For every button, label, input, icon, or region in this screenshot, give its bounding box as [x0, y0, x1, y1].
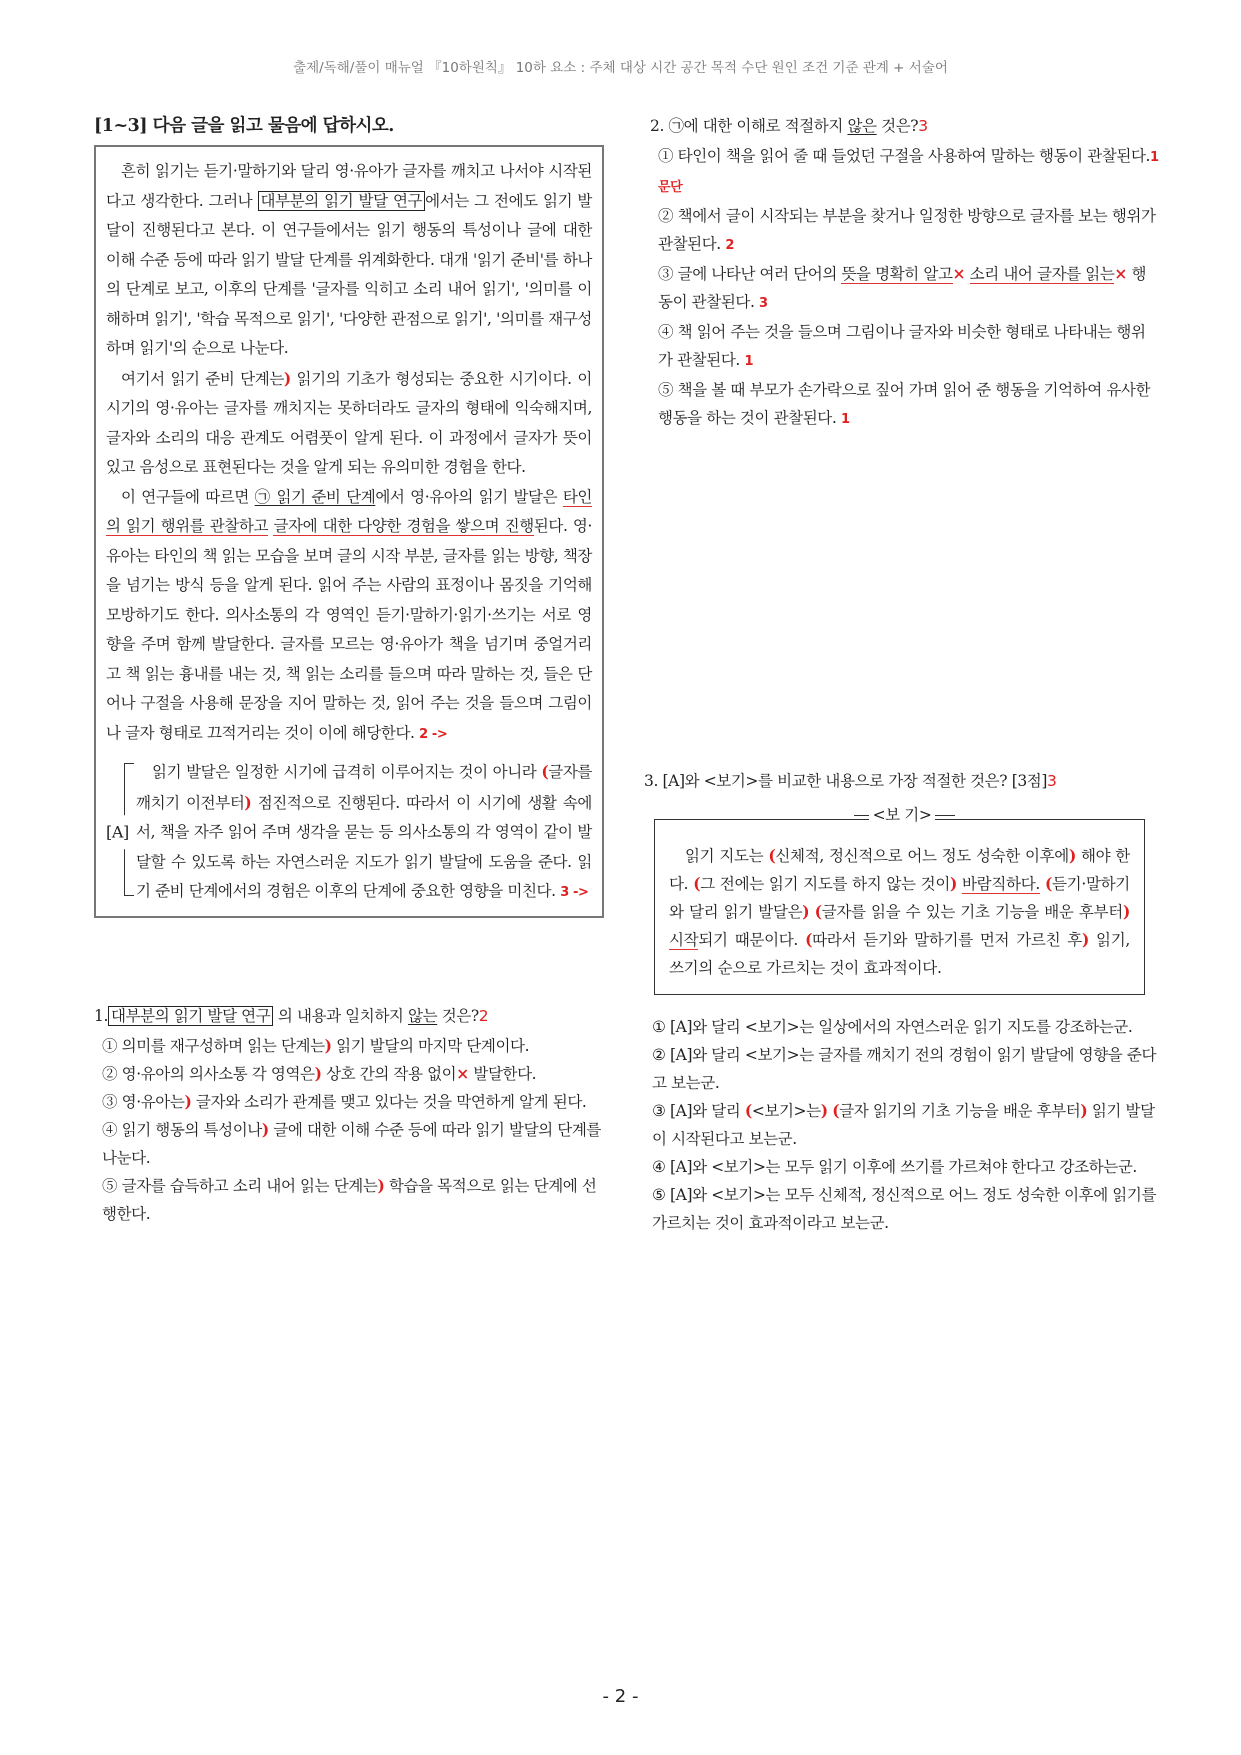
handwritten-note: 2 [725, 238, 735, 253]
question-1 [94, 1002, 604, 1228]
passage-paragraph-1: 흔히 읽기는 듣기·말하기와 달리 영·유아가 글자를 깨치고 나서야 시작된다고 생각한다. 그러나 대부분의 읽기 발달 연구 에서는 그 전에도 읽기 발달이 진행된다고 본다. 이 연구들에서는 읽기 행동의 특성이나 글에 대한 이해 수준 등에 따라 읽기 발달 단계를 위계화한다. 대개 '읽기 준비'를 하나의 단계로 보고, 이후의 단계를 '글자를 익히고 소리 내어 읽기', '의미를 이해하며 읽기', '학습 목적으로 읽기', '다양한 관점으로 읽기', '의미를 재구성하며 읽기'의 순으로 나눈다. [106, 162, 593, 357]
q3-option-4[interactable]: ④ [A]와 <보기>는 모두 읽기 이후에 쓰기를 가르쳐야 한다고 강조하는군. [652, 1158, 1137, 1176]
q1-option-5[interactable]: ⑤ 글자를 습득하고 소리 내어 읽는 단계는) 학습을 목적으로 읽는 단계에 선행한다. [102, 1175, 597, 1223]
answer-mark: 2 [478, 1006, 489, 1025]
bracket-a-block [106, 757, 592, 908]
boxed-phrase: 대부분의 읽기 발달 연구 [258, 191, 426, 211]
q2-option-3[interactable]: ③ 글에 나타난 여러 단어의 뜻을 명확히 알고× 소리 내어 글자를 읽는× 행동이 관찰된다. 3 [658, 264, 1147, 311]
handwritten-note: 3 [759, 296, 768, 311]
q1-option-2[interactable]: ② 영·유아의 의사소통 각 영역은) 상호 간의 작용 없이× 발달한다. [102, 1063, 537, 1083]
handwritten-note: 1문단 [658, 150, 1159, 195]
question-2 [650, 112, 1160, 434]
q1-option-1[interactable]: ① 의미를 재구성하며 읽는 단계는) 읽기 발달의 마지막 단계이다. [102, 1035, 530, 1055]
q2-option-2[interactable]: ② 책에서 글이 시작되는 부분을 찾거나 일정한 방향으로 글자를 보는 행위가 관찰된다. 2 [658, 207, 1156, 253]
handwritten-note: 3 -> [560, 885, 589, 900]
section-title: [1~3] 다음 글을 읽고 물음에 답하시오. [94, 116, 394, 136]
highlight-underline: 글자에 대한 다양한 경험을 쌓으며 진행 [273, 517, 534, 535]
question-3-stem: 3. [A]와 <보기>를 비교한 내용으로 가장 적절한 것은? [3점]3 [644, 772, 1057, 790]
q3-option-5[interactable]: ⑤ [A]와 <보기>는 모두 신체적, 정신적으로 어느 정도 성숙한 이후에 읽기를 가르치는 것이 효과적이라고 보는군. [652, 1186, 1157, 1232]
handwritten-note: 2 -> [419, 726, 448, 742]
q2-option-4[interactable]: ④ 책 읽어 주는 것을 들으며 그림이나 글자와 비슷한 형태로 나타내는 행위가 관찰된다. 1 [658, 323, 1146, 369]
q1-option-3[interactable]: ③ 영·유아는) 글자와 소리가 관계를 맺고 있다는 것을 막연하게 알게 된다. [102, 1091, 587, 1111]
handwritten-note: 1 [744, 354, 754, 369]
question-1-stem: 1. 대부분의 읽기 발달 연구 의 내용과 일치하지 않는 것은?2 [94, 1006, 489, 1025]
page-header: 출제/독해/풀이 매뉴얼 『10하원칙』 10하 요소 : 주체 대상 시간 공간 목적 수단 원인 조건 기준 관계 + 서술어 [293, 60, 948, 76]
bracket-a-text: 읽기 발달은 일정한 시기에 급격히 이루어지는 것이 아니라 (글자를 깨치기 이전부터) 점진적으로 진행된다. 따라서 이 시기에 생활 속에서, 책을 자주 읽어 주며 생각을 묻는 등 의사소통의 각 영역이 같이 발달할 수 있도록 하는 자연스러운 지도가 읽기 발달에 도움을 준다. 읽기 준비 단계에서의 경험은 이후의 단계에 중요한 영향을 미친다. 3 -> [136, 762, 592, 900]
question-3 [644, 767, 1160, 1237]
underlined-phrase: ㉠ 읽기 준비 단계 [254, 487, 376, 506]
bogi-box: 읽기 지도는 (신체적, 정신적으로 어느 정도 성숙한 이후에) 해야 한다. (그 전에는 읽기 지도를 하지 않는 것이) 바람직하다. (듣기·말하기와 달리 읽기 발달은) (글자를 읽을 수 있는 기초 기능을 배운 후부터) 시작되기 때문이다. (따라서 듣기와 말하기를 먼저 가르친 후) 읽기, 쓰기의 순으로 가르치는 것이 효과적이다. [654, 819, 1145, 995]
q3-option-3[interactable]: ③ [A]와 달리 (<보기>는) (글자 읽기의 기초 기능을 배운 후부터) 읽기 발달이 시작된다고 보는군. [652, 1101, 1155, 1148]
passage-paragraph-2: 여기서 읽기 준비 단계는) 읽기의 기초가 형성되는 중요한 시기이다. 이 시기의 영·유아는 글자를 깨치지는 못하더라도 글자의 형태에 익숙해지며, 글자와 소리의 대응 관계도 어렴풋이 알게 된다. 이 과정에서 글자가 뜻이 있고 음성으로 표현된다는 것을 알게 되는 유의미한 경험을 한다. [106, 368, 592, 476]
q2-option-1[interactable]: ① 타인이 책을 읽어 줄 때 들었던 구절을 사용하여 말하는 행동이 관찰된다.1문단 [658, 147, 1159, 195]
q2-option-5[interactable]: ⑤ 책을 볼 때 부모가 손가락으로 짚어 가며 읽어 준 행동을 기억하여 유사한 행동을 하는 것이 관찰된다. 1 [658, 381, 1151, 427]
bracket-a-label: [A] [106, 757, 136, 908]
answer-mark: 3 [1047, 772, 1057, 790]
q3-option-1[interactable]: ① [A]와 달리 <보기>는 일상에서의 자연스러운 읽기 지도를 강조하는군. [652, 1018, 1133, 1036]
handwritten-note: 1 [840, 412, 850, 427]
reading-passage [94, 145, 604, 918]
q3-option-2[interactable]: ② [A]와 달리 <보기>는 글자를 깨치기 전의 경험이 읽기 발달에 영향을 준다고 보는군. [652, 1046, 1157, 1092]
answer-mark: 3 [918, 117, 928, 135]
question-2-stem: 2. ㉠에 대한 이해로 적절하지 않은 것은?3 [650, 117, 928, 135]
right-column [644, 112, 1160, 1232]
annotation-mark: ) [283, 368, 291, 388]
bogi-title: <보 기> [644, 801, 1160, 829]
highlight-underline: 타인의 읽기 행위를 관찰하고 [106, 487, 592, 535]
page-number: - 2 - [602, 1686, 639, 1707]
q1-option-4[interactable]: ④ 읽기 행동의 특성이나) 글에 대한 이해 수준 등에 따라 읽기 발달의 단계를 나눈다. [102, 1119, 601, 1167]
left-column [94, 112, 604, 1228]
passage-paragraph-3: 이 연구들에 따르면 ㉠ 읽기 준비 단계에서 영·유아의 읽기 발달은 타인의 읽기 행위를 관찰하고 글자에 대한 다양한 경험을 쌓으며 진행된다. 영·유아는 타인의 책 읽는 모습을 보며 글의 시작 부분, 글자를 읽는 방향, 책장을 넘기는 방식 등을 알게 된다. 읽어 주는 사람의 표정이나 몸짓을 기억해 모방하기도 한다. 의사소통의 각 영역인 듣기·말하기·읽기·쓰기는 서로 영향을 주며 함께 발달한다. 글자를 모르는 영·유아가 책을 넘기며 중얼거리고 책 읽는 흉내를 내는 것, 책 읽는 소리를 들으며 따라 말하는 것, 들은 단어나 구절을 사용해 문장을 지어 말하는 것, 읽어 주는 것을 들으며 그림이나 글자 형태로 끄적거리는 것이 이에 해당한다. 2 -> [106, 487, 593, 742]
